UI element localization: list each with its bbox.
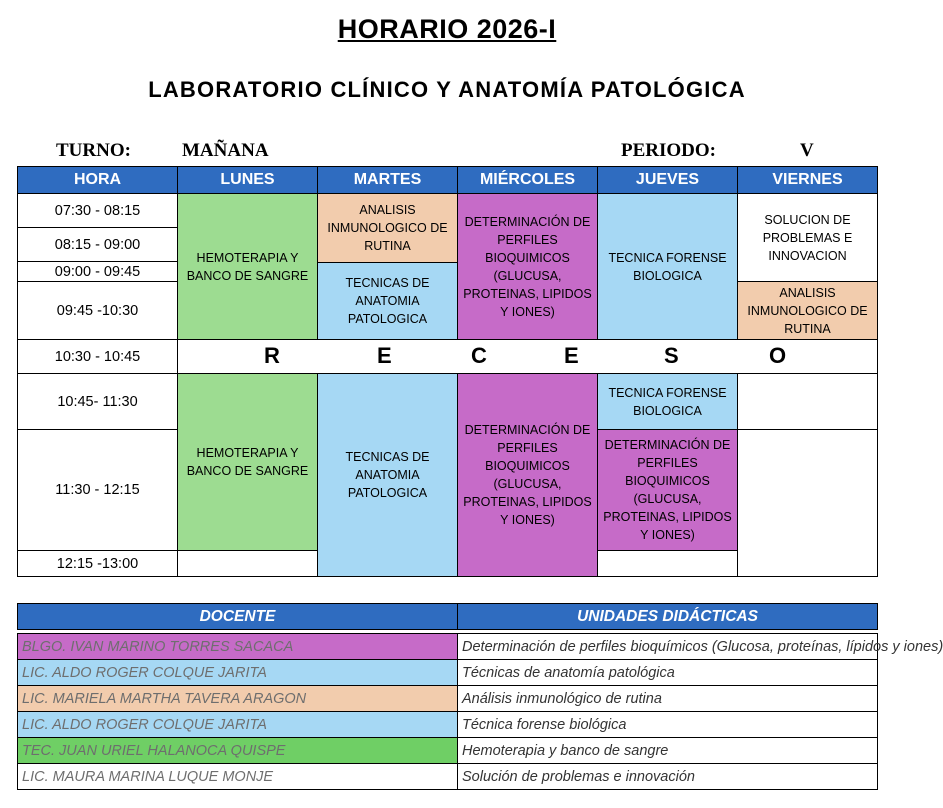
time-slot: 11:30 - 12:15 [17, 429, 178, 551]
receso-letter: O [769, 343, 787, 368]
receso-letter: E [377, 343, 392, 368]
receso-letter: S [664, 343, 679, 368]
col-header-viernes: VIERNES [737, 166, 878, 194]
page-subtitle: LABORATORIO CLÍNICO Y ANATOMÍA PATOLÓGICA [148, 77, 746, 102]
time-slot: 09:45 -10:30 [17, 281, 178, 340]
time-slot: 07:30 - 08:15 [17, 193, 178, 228]
col-header-lunes: LUNES [177, 166, 318, 194]
turno-value: MAÑANA [182, 140, 269, 161]
legend-header-docente: DOCENTE [17, 603, 458, 630]
legend-header-unidades: UNIDADES DIDÁCTICAS [457, 603, 878, 630]
class-viernes-solucion: SOLUCION DE PROBLEMAS E INNOVACION [737, 193, 878, 282]
legend-unidad: Solución de problemas e innovación [457, 763, 878, 790]
class-jueves-bioquimicos: DETERMINACIÓN DE PERFILES BIOQUIMICOS (GLUCUSA, PROTEINAS, LIPIDOS Y IONES) [597, 429, 738, 551]
class-viernes-analisis: ANALISIS INMUNOLOGICO DE RUTINA [737, 281, 878, 340]
class-martes-tecnicas: TECNICAS DE ANATOMIA PATOLOGICA [317, 373, 458, 577]
periodo-label: PERIODO: [621, 140, 716, 161]
empty-cell [597, 550, 738, 577]
empty-cell [177, 550, 318, 577]
time-slot: 10:45- 11:30 [17, 373, 178, 430]
legend-docente: TEC. JUAN URIEL HALANOCA QUISPE [17, 737, 458, 764]
legend-unidad: Técnica forense biológica [457, 711, 878, 738]
col-header-jueves: JUEVES [597, 166, 738, 194]
empty-cell [737, 429, 878, 577]
empty-cell [737, 373, 878, 430]
class-lunes-hemoterapia: HEMOTERAPIA Y BANCO DE SANGRE [177, 193, 318, 340]
legend-docente: LIC. MAURA MARINA LUQUE MONJE [17, 763, 458, 790]
time-slot: 10:30 - 10:45 [17, 339, 178, 374]
col-header-hora: HORA [17, 166, 178, 194]
receso-letter: C [471, 343, 487, 368]
class-jueves-forense: TECNICA FORENSE BIOLOGICA [597, 193, 738, 340]
class-martes-tecnicas: TECNICAS DE ANATOMIA PATOLOGICA [317, 262, 458, 340]
receso-letter: R [264, 343, 280, 368]
legend-unidad: Análisis inmunológico de rutina [457, 685, 878, 712]
legend-unidad: Técnicas de anatomía patológica [457, 659, 878, 686]
legend-unidad: Hemoterapia y banco de sangre [457, 737, 878, 764]
receso-letter: E [564, 343, 579, 368]
col-header-martes: MARTES [317, 166, 458, 194]
time-slot: 09:00 - 09:45 [17, 261, 178, 282]
legend-docente: LIC. ALDO ROGER COLQUE JARITA [17, 659, 458, 686]
col-header-miercoles: MIÉRCOLES [457, 166, 598, 194]
periodo-value: V [800, 140, 814, 161]
legend-docente: BLGO. IVAN MARINO TORRES SACACA [17, 633, 458, 660]
page-title: HORARIO 2026-I [337, 14, 557, 44]
class-jueves-forense: TECNICA FORENSE BIOLOGICA [597, 373, 738, 430]
class-lunes-hemoterapia: HEMOTERAPIA Y BANCO DE SANGRE [177, 373, 318, 551]
time-slot: 08:15 - 09:00 [17, 227, 178, 262]
time-slot: 12:15 -13:00 [17, 550, 178, 577]
legend-docente: LIC. MARIELA MARTHA TAVERA ARAGON [17, 685, 458, 712]
class-miercoles-bioquimicos: DETERMINACIÓN DE PERFILES BIOQUIMICOS (GLUCUSA, PROTEINAS, LIPIDOS Y IONES) [457, 373, 598, 577]
legend-unidad: Determinación de perfiles bioquímicos (Glucosa, proteínas, lípidos y iones) [457, 633, 878, 660]
class-martes-analisis: ANALISIS INMUNOLOGICO DE RUTINA [317, 193, 458, 263]
turno-label: TURNO: [56, 140, 131, 161]
class-miercoles-bioquimicos: DETERMINACIÓN DE PERFILES BIOQUIMICOS (GLUCUSA, PROTEINAS, LIPIDOS Y IONES) [457, 193, 598, 340]
legend-docente: LIC. ALDO ROGER COLQUE JARITA [17, 711, 458, 738]
